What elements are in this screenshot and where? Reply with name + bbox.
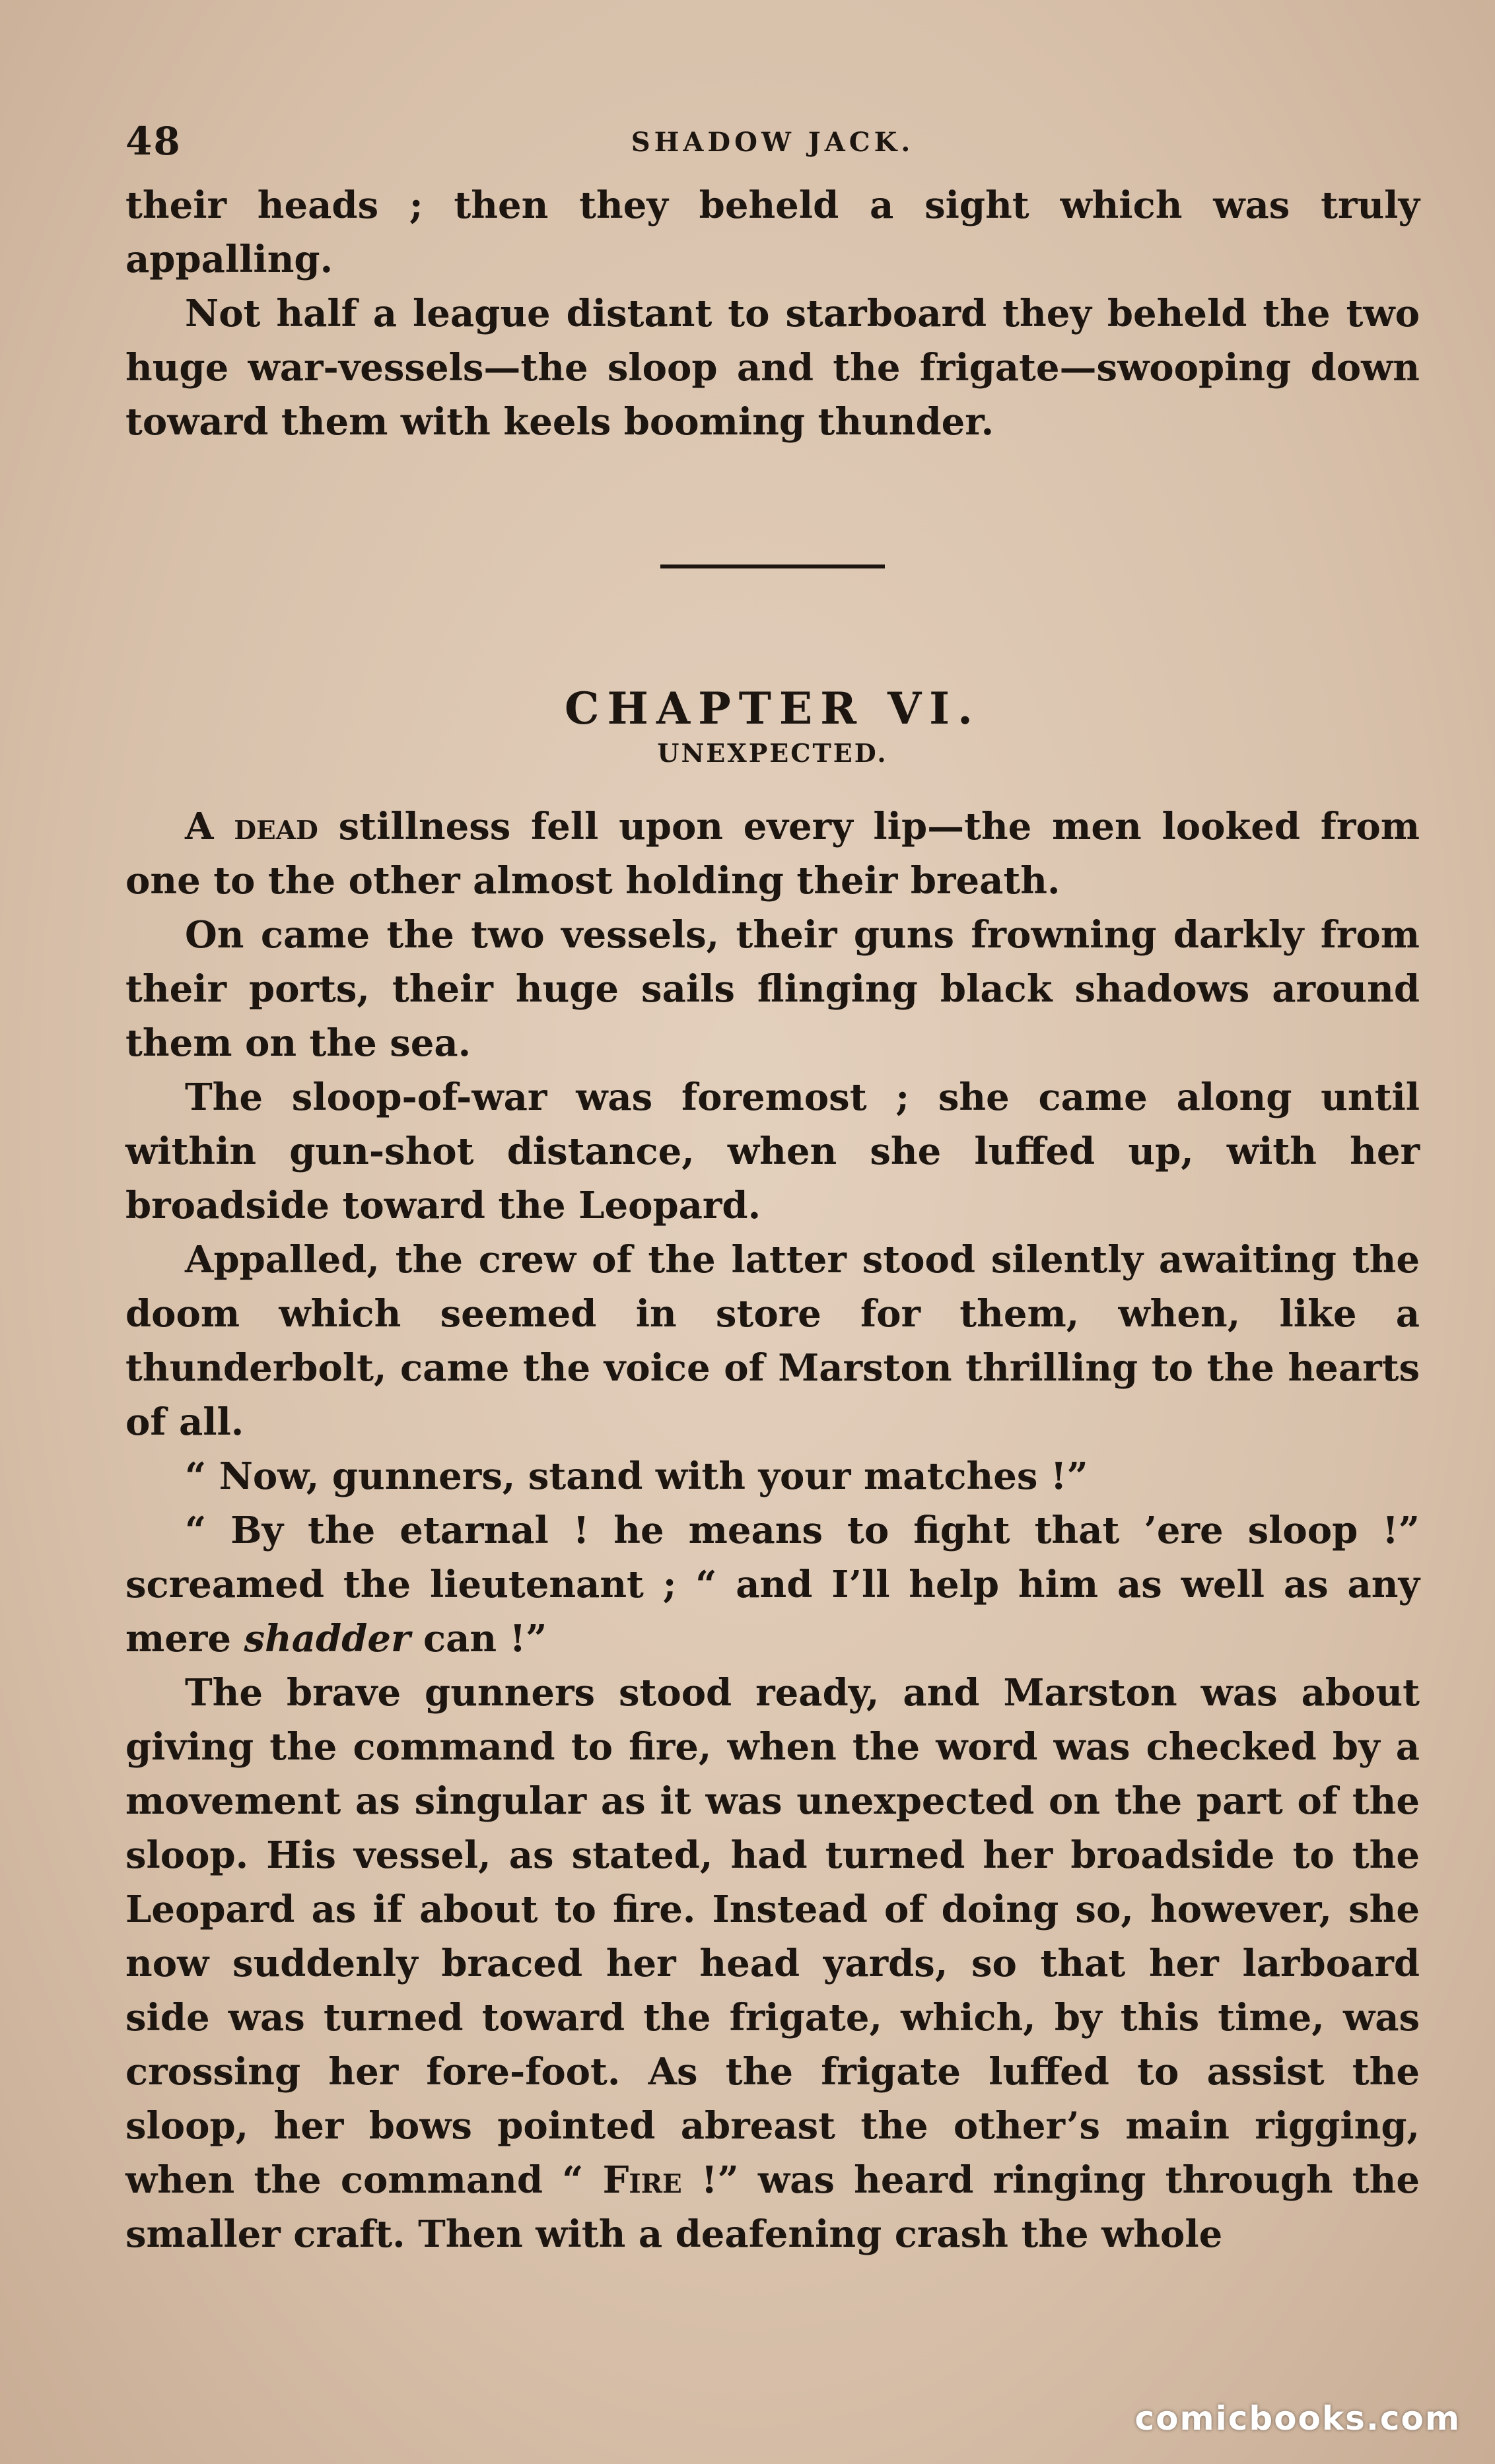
paragraph-sloop-foremost: The sloop-of-war was foremost ; she came along until within gun-shot distance, when she luffed up, with her broadside toward the Leopard. bbox=[125, 1076, 1420, 1227]
running-head bbox=[125, 112, 1420, 178]
paragraph-war-vessels: Not half a league distant to starboard they beheld the two huge war-vessels—the sloop and the frigate—swooping down toward them with keels booming thunder. bbox=[125, 292, 1420, 444]
opening-first-word: A bbox=[185, 805, 214, 848]
paragraph-appalling: their heads ; then they beheld a sight which was truly appalling. bbox=[125, 184, 1420, 281]
lieutenant-end: can !” bbox=[410, 1617, 547, 1660]
chapter-subtitle: UNEXPECTED. bbox=[657, 738, 888, 768]
paragraph-lieutenant bbox=[125, 1503, 1420, 1666]
paragraph-brave-gunners bbox=[125, 1666, 1420, 2261]
final-text: The brave gunners stood ready, and Marston was about giving the command to fire, when the word was checked by a movement as singular as it was unexpected on the part of the sloop. His vessel, as stated, had turned her broadside to the Leopard as if about to fire. Instead of doing so, however, she now suddenly braced her head yards, so that her larboard side was turned toward the frigate, which, by this time, was crossing her fore-foot. As the frigate luffed to assist the sloop, her bows pointed abreast the other’s main rigging, when the command “ bbox=[125, 1671, 1420, 2202]
book-title: SHADOW JACK. bbox=[631, 127, 915, 158]
lieutenant-text: “ By the etarnal ! he means to fight that ’ere sloop !” screamed the lieutenant ; “ and I’ll help him as well as any mere bbox=[125, 1509, 1420, 1660]
paragraph-gunners: “ Now, gunners, stand with your matches !” bbox=[185, 1454, 1088, 1498]
paragraph-two-vessels: On came the two vessels, their guns frowning darkly from their ports, their huge sails flinging black shadows around them on the sea. bbox=[125, 913, 1420, 1065]
section-divider bbox=[660, 565, 885, 568]
page-number: 48 bbox=[125, 119, 182, 164]
final-end: !” was heard ringing through the smaller craft. Then with a deafening crash the whole bbox=[125, 2158, 1420, 2256]
paragraph-dead-stillness bbox=[125, 800, 1420, 908]
watermark: comicbooks.com bbox=[1134, 2399, 1461, 2438]
opening-small-caps: dead bbox=[234, 805, 318, 848]
fire-command: Fire bbox=[602, 2158, 682, 2202]
lieutenant-italic: shadder bbox=[244, 1617, 411, 1660]
chapter-title: CHAPTER VI. bbox=[564, 683, 981, 734]
paragraph-appalled: Appalled, the crew of the latter stood silently awaiting the doom which seemed in store for them, when, like a thunderbolt, came the voice of Marston thrilling to the hearts of all. bbox=[125, 1238, 1420, 1444]
opening-rest: stillness fell upon every lip—the men looked from one to the other almost holding their breath. bbox=[125, 805, 1420, 903]
book-page bbox=[125, 112, 1420, 2261]
